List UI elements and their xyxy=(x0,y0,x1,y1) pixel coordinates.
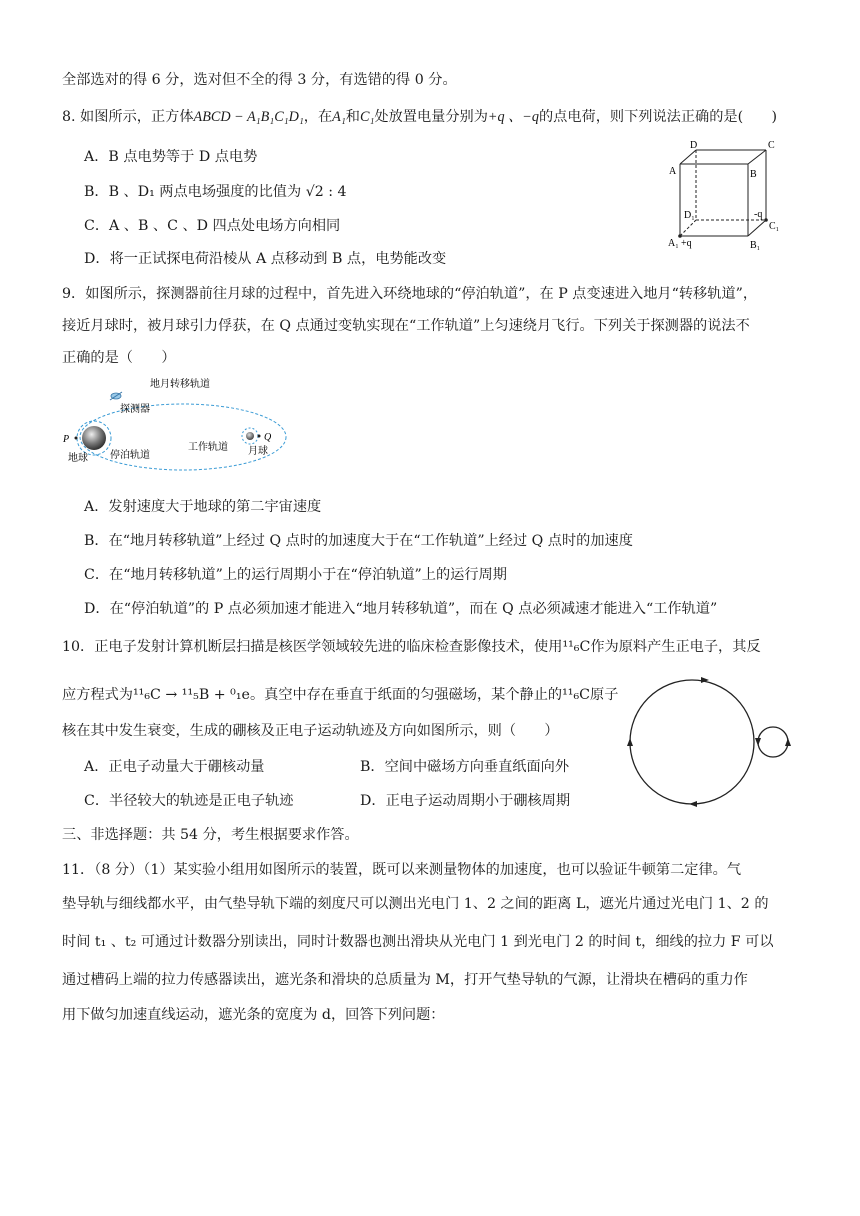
q10-c11: ¹¹₆C xyxy=(562,639,591,655)
q8-option-d: D．将一正试探电荷沿棱从 A 点移动到 B 点，电势能改变 xyxy=(84,251,447,267)
q11-line-5: 用下做匀加速直线运动，遮光条的宽度为 d，回答下列问题： xyxy=(62,1007,445,1023)
q10-track-figure xyxy=(625,676,800,816)
p-point xyxy=(75,437,78,440)
q9-option-a: A．发射速度大于地球的第二宇宙速度 xyxy=(84,499,322,515)
cube-label-d1: D₁ xyxy=(684,210,695,221)
q9-stem-line-1: 9．如图所示，探测器前往月球的过程中，首先进入环绕地球的“停泊轨道”，在 P 点变速进入地月“转移轨道”， xyxy=(62,286,758,302)
cube-label-a: A xyxy=(669,166,677,177)
q8-c1: C₁ xyxy=(359,109,375,125)
q8-cube-figure xyxy=(660,136,790,254)
moon-icon xyxy=(246,432,254,440)
q10-line-2-mid: 。真空中存在垂直于纸面的匀强磁场，某个静止的 xyxy=(249,687,563,703)
label-work-orbit: 工作轨道 xyxy=(188,442,228,453)
cube-label-neg-q: -q xyxy=(754,209,763,220)
q10-line-3: 核在其中发生衰变，生成的硼核及正电子运动轨迹及方向如图所示，则（ ） xyxy=(62,723,559,739)
q8-stem-mid: ，在 xyxy=(303,109,333,125)
q11-line-1: 11．（8 分）（1）某实验小组用如图所示的装置，既可以来测量物体的加速度，也可以验证牛顿第二定律。气 xyxy=(62,862,742,878)
cube-label-c: C xyxy=(768,140,775,151)
label-earth: 地球 xyxy=(68,453,88,464)
cube-label-a1: A₁ xyxy=(668,238,679,249)
q9-option-b: B．在“地月转移轨道”上经过 Q 点时的加速度大于在“工作轨道”上经过 Q 点时的加速度 xyxy=(84,533,633,549)
cube-label-b1: B₁ xyxy=(750,240,761,251)
q10-c11-inline: ¹¹₆C xyxy=(562,687,591,703)
q9-option-d: D．在“停泊轨道”的 P 点必须加速才能进入“地月转移轨道”，而在 Q 点必须减速才能进入“工作轨道” xyxy=(84,601,718,617)
q10-line-1 xyxy=(62,637,761,657)
q10-line-2 xyxy=(62,685,618,705)
q11-line-2: 垫导轨与细线都水平，由气垫导轨下端的刻度尺可以测出光电门 1、2 之间的距离 L，遮光片通过光电门 1、2 的 xyxy=(62,896,769,912)
q10-line-2-end: 原子 xyxy=(590,687,619,703)
q10-line-2-prefix: 应方程式为 xyxy=(62,687,133,703)
q9-orbit-figure xyxy=(58,372,288,472)
q10-option-b: B．空间中磁场方向垂直纸面向外 xyxy=(360,759,570,775)
q10-option-a: A．正电子动量大于硼核动量 xyxy=(84,759,265,775)
label-transfer-orbit: 地月转移轨道 xyxy=(150,379,210,390)
cube-label-c1: C₁ xyxy=(769,221,780,232)
cube-label-b: B xyxy=(750,169,757,180)
q8-option-a: A．B 点电势等于 D 点电势 xyxy=(84,149,258,165)
small-track-arrow-left xyxy=(755,738,761,746)
large-track-arrow-left xyxy=(627,738,633,746)
large-track-arrow-bottom xyxy=(689,801,697,807)
q10-line-1-text: 10．正电子发射计算机断层扫描是核医学领域较先进的临床检查影像技术，使用 xyxy=(62,639,563,655)
label-probe: 探测器 xyxy=(120,404,150,415)
q8-and: 和 xyxy=(345,109,360,125)
label-q: Q xyxy=(264,432,272,443)
q8-charges: +q 、−q xyxy=(487,109,539,125)
q8-stem-end: 的点电荷，则下列说法正确的是( ) xyxy=(538,109,778,125)
q8-cube-name: ABCD − A₁B₁C₁D₁ xyxy=(193,109,304,125)
probe-icon xyxy=(110,392,122,400)
q11-line-4: 通过槽码上端的拉力传感器读出，遮光条和滑块的总质量为 M，打开气垫导轨的气源，让滑块在槽码的重力作 xyxy=(62,972,748,988)
charge-dot-c1 xyxy=(764,218,768,222)
q8-option-c: C．A 、B 、C 、D 四点处电场方向相同 xyxy=(84,218,341,234)
q10-line-1-end: 作为原料产生正电子，其反 xyxy=(590,639,761,655)
q9-option-c: C．在“地月转移轨道”上的运行周期小于在“停泊轨道”上的运行周期 xyxy=(84,567,507,583)
cube-label-d: D xyxy=(690,140,698,151)
cube-label-pos-q: +q xyxy=(681,238,692,249)
q8-stem xyxy=(62,107,777,127)
q10-equation: ¹¹₆C → ¹¹₅B + ⁰₁e xyxy=(132,687,250,703)
q-point xyxy=(258,435,261,438)
section-3-heading: 三、非选择题：共 54 分，考生根据要求作答。 xyxy=(62,827,359,843)
q11-line-3: 时间 t₁ 、t₂ 可通过计数器分别读出，同时计数器也测出滑块从光电门 1 到光电门 2 的时间 t，细线的拉力 F 可以 xyxy=(62,934,774,950)
q8-option-b: B．B 、D₁ 两点电场强度的比值为 √2 : 4 xyxy=(84,184,347,200)
intro-line: 全部选对的得 6 分，选对但不全的得 3 分，有选错的得 0 分。 xyxy=(62,72,457,88)
q10-option-d: D．正电子运动周期小于硼核周期 xyxy=(360,793,571,809)
charge-dot-a1 xyxy=(678,234,682,238)
q9-stem-line-2: 接近月球时，被月球引力俘获，在 Q 点通过变轨实现在“工作轨道”上匀速绕月飞行。下列关于探测器的说法不 xyxy=(62,318,750,334)
label-p: P xyxy=(63,434,70,445)
large-track xyxy=(630,680,754,804)
label-moon: 月球 xyxy=(248,446,268,457)
earth-icon xyxy=(82,426,106,450)
q8-a1: A₁ xyxy=(332,109,346,125)
label-parking-orbit: 停泊轨道 xyxy=(110,450,150,461)
q8-stem-mid2: 处放置电量分别为 xyxy=(374,109,488,125)
q10-option-c: C．半径较大的轨迹是正电子轨迹 xyxy=(84,793,294,809)
q9-stem-line-3: 正确的是（ ） xyxy=(62,350,176,366)
small-track-arrow-right xyxy=(785,738,791,746)
q8-stem-prefix: 8. 如图所示，正方体 xyxy=(62,109,194,125)
small-track xyxy=(758,727,788,757)
